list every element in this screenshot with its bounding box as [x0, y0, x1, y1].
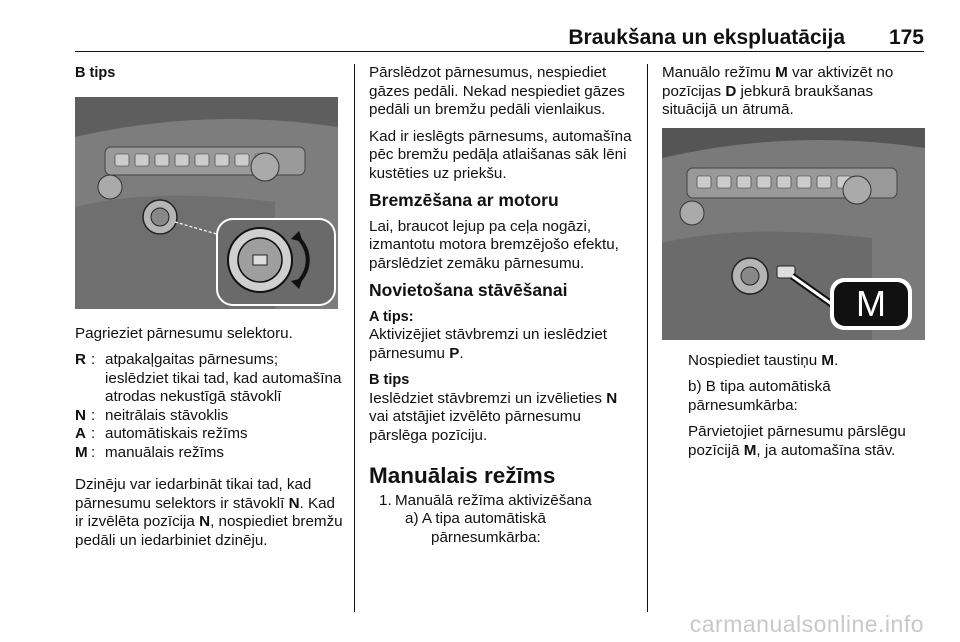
- parking-heading: Novietošana stāvēšanai: [369, 280, 568, 300]
- a-type-paragraph: [369, 326, 639, 363]
- list-number: 1.: [379, 491, 392, 509]
- sub-item-a: [405, 510, 639, 547]
- page-title: Braukšana un ekspluatācija: [568, 26, 845, 49]
- column-3: [662, 64, 930, 468]
- definition-value: manuālais režīms: [105, 443, 225, 461]
- creep-paragraph: Kad ir ieslēgts pārnesums, automašīna pēc bremžu pedāļa atlaišanas sāk lēni kustēties uz priekšu.: [369, 127, 632, 182]
- engine-braking-paragraph: Lai, braucot lejup pa ceļa nogāzi, izmantotu motora bremzējošo efektu, pārslēdziet zemāku pārnesumu.: [369, 217, 619, 272]
- text-run: . Kad ir izvēlēta pozīcija: [75, 494, 335, 530]
- manual-mode-list: [379, 492, 639, 548]
- manual-mode-intro-paragraph: [662, 64, 930, 120]
- text-run: Pārvietojiet pārnesumu pārslēgu pozīcijā: [688, 423, 906, 459]
- definition-value: atpakaļgaitas pārnesums; ieslēdziet tikai tad, kad automašīna atrodas nekustīgā stāvoklī: [105, 351, 342, 405]
- list-item: [379, 492, 639, 511]
- text-run: , ja automašīna stāv.: [756, 441, 896, 459]
- definition-row: [75, 425, 343, 444]
- text-run: Nospiediet taustiņu: [688, 351, 822, 369]
- sub-item-line: a) A tipa automātiskā: [405, 510, 546, 527]
- gear-definitions: [75, 351, 343, 462]
- text-run: .: [834, 351, 839, 369]
- definition-colon: :: [91, 406, 96, 424]
- engine-start-paragraph: [75, 476, 343, 550]
- engine-braking-heading: Bremzēšana ar motoru: [369, 190, 559, 210]
- definition-colon: :: [91, 351, 96, 368]
- bold-run: N: [199, 513, 211, 530]
- a-type-heading: A tips:: [369, 308, 414, 325]
- rotary-dial-illustration: [75, 97, 338, 309]
- definition-value: automātiskais režīms: [105, 425, 248, 442]
- m-button-label: M: [856, 282, 886, 324]
- press-button-paragraph: [688, 352, 930, 371]
- text-run: jebkurā braukšanas situācijā un ātrumā.: [662, 82, 874, 118]
- bold-run: D: [725, 82, 737, 100]
- text-run: vai atstājiet izvēlēto pārnesumu pārslēga pozīciju.: [369, 408, 581, 444]
- definition-value: neitrālais stāvoklis: [105, 406, 229, 424]
- bold-run: M: [775, 64, 788, 81]
- definition-row: [75, 351, 343, 407]
- definition-key: M: [75, 443, 88, 461]
- b-type-gearbox-paragraph: b) B tipa automātiskā pārnesumkārba:: [688, 378, 831, 414]
- text-run: , nospiediet bremžu pedāli un iedarbiniet dzinēju.: [75, 513, 343, 549]
- definition-key: A: [75, 425, 86, 442]
- b-type-heading: B tips: [75, 65, 116, 81]
- sub-item-line: pārnesumkārba:: [431, 528, 541, 546]
- text-run: Dzinēju var iedarbināt tikai tad, kad pārnesumu selektors ir stāvoklī: [75, 476, 312, 512]
- page-number: 175: [888, 26, 924, 49]
- manual-mode-heading: Manuālais režīms: [369, 463, 556, 488]
- move-selector-paragraph: [688, 423, 930, 460]
- definition-key: N: [75, 406, 86, 424]
- pedal-warning-paragraph: Pārslēdzot pārnesumus, nespiediet gāzes pedāli. Nekad nespiediet gāzes pedāli un bremžu pedāli vienlaikus.: [369, 64, 625, 118]
- bold-run: N: [606, 389, 618, 407]
- bold-run: N: [288, 494, 300, 512]
- definition-key: R: [75, 351, 86, 368]
- header-rule: [75, 51, 924, 52]
- definition-colon: :: [91, 443, 96, 461]
- text-run: Manuālo režīmu: [662, 64, 776, 81]
- b-type-parking-heading: B tips: [369, 372, 410, 388]
- bold-run: P: [449, 344, 460, 362]
- definition-colon: :: [91, 425, 96, 442]
- watermark-text: carmanualsonline.info: [689, 611, 924, 637]
- text-run: Ieslēdziet stāvbremzi un izvēlieties: [369, 389, 607, 407]
- manual-button-image: [662, 128, 925, 340]
- text-run: Aktivizējiet stāvbremzi un ieslēdziet pārnesumu: [369, 326, 608, 362]
- definition-row: [75, 407, 343, 426]
- column-2: [369, 64, 639, 547]
- column-1: [75, 64, 343, 558]
- page-header: [0, 26, 960, 56]
- b-type-paragraph: [369, 390, 639, 446]
- column-divider-2: [647, 64, 648, 612]
- text-run: var aktivizēt no pozīcijas: [662, 64, 894, 100]
- gear-selector-rotary-image: [75, 97, 338, 309]
- column-divider-1: [354, 64, 355, 612]
- figure-caption: Pagrieziet pārnesumu selektoru.: [75, 324, 293, 342]
- text-run: .: [459, 344, 464, 362]
- bold-run: M: [821, 351, 835, 369]
- bold-run: M: [743, 441, 757, 459]
- list-item-text: Manuālā režīma aktivizēšana: [395, 491, 592, 509]
- definition-row: [75, 444, 343, 463]
